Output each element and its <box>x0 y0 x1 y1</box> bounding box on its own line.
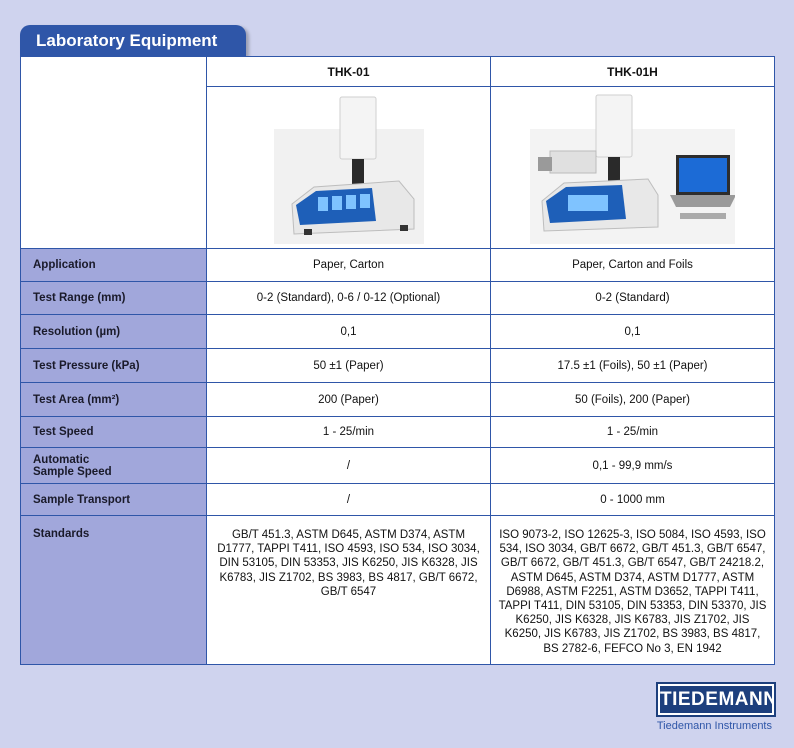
row-label-test-area: Test Area (mm²) <box>21 383 207 417</box>
cell-test-speed-thk01: 1 - 25/min <box>207 417 491 448</box>
cell-test-area-thk01h: 50 (Foils), 200 (Paper) <box>491 383 775 417</box>
label-line-1: Automatic <box>33 453 90 466</box>
row-label-standards: Standards <box>21 516 207 665</box>
cell-resolution-thk01h: 0,1 <box>491 315 775 349</box>
spec-table <box>20 56 775 665</box>
product-image-thk01h <box>491 87 775 249</box>
row-label-automatic-sample-speed <box>21 448 207 484</box>
cell-test-range-thk01h: 0-2 (Standard) <box>491 282 775 315</box>
corner-cell <box>21 57 207 249</box>
cell-test-pressure-thk01h: 17.5 ±1 (Foils), 50 ±1 (Paper) <box>491 349 775 383</box>
row-label-resolution: Resolution (µm) <box>21 315 207 349</box>
cell-resolution-thk01: 0,1 <box>207 315 491 349</box>
cell-sample-transport-thk01: / <box>207 484 491 516</box>
cell-test-range-thk01: 0-2 (Standard), 0-6 / 0-12 (Optional) <box>207 282 491 315</box>
row-label-application: Application <box>21 249 207 282</box>
cell-test-pressure-thk01: 50 ±1 (Paper) <box>207 349 491 383</box>
tiedemann-logo: TIEDEMANN <box>658 684 774 715</box>
brand-caption: Tiedemann Instruments <box>656 720 772 732</box>
product-header-thk01h: THK-01H <box>491 57 775 87</box>
label-line-2: Sample Speed <box>33 465 112 478</box>
thickness-tester-laptop-image <box>530 89 735 244</box>
cell-application-thk01h: Paper, Carton and Foils <box>491 249 775 282</box>
row-label-test-pressure: Test Pressure (kPa) <box>21 349 207 383</box>
row-label-sample-transport: Sample Transport <box>21 484 207 516</box>
cell-sample-speed-thk01: / <box>207 448 491 484</box>
cell-standards-thk01: GB/T 451.3, ASTM D645, ASTM D374, ASTM D1777, TAPPI T411, ISO 4593, ISO 534, ISO 3034, DIN 53105, DIN 53353, JIS K6250, JIS K6328, JIS K6783, JIS Z1702, BS 3983, BS 4817, GB/T 6672, GB/T 6547 <box>207 516 491 665</box>
thickness-tester-image <box>274 89 424 244</box>
cell-test-area-thk01: 200 (Paper) <box>207 383 491 417</box>
cell-application-thk01: Paper, Carton <box>207 249 491 282</box>
cell-test-speed-thk01h: 1 - 25/min <box>491 417 775 448</box>
cell-standards-thk01h: ISO 9073-2, ISO 12625-3, ISO 5084, ISO 4593, ISO 534, ISO 3034, GB/T 6672, GB/T 451.3, GB/T 6547, GB/T 6672, GB/T 451.3, GB/T 6547, GB/T 24218.2, ASTM D645, ASTM D374, ASTM D1777, ASTM D6988, ASTM F2251, ASTM D3652, TAPPI T411, TAPPI T411, DIN 53105, DIN 53353, DIN 53370, JIS K6250, JIS K6328, JIS K6783, JIS Z1702, JIS K6250, JIS K6783, JIS Z1702, BS 3983, BS 4817, BS 2782-6, FEFCO No 3, EN 1942 <box>491 516 775 665</box>
product-image-thk01 <box>207 87 491 249</box>
row-label-test-range: Test Range (mm) <box>21 282 207 315</box>
cell-sample-transport-thk01h: 0 - 1000 mm <box>491 484 775 516</box>
section-title: Laboratory Equipment <box>20 25 246 56</box>
product-header-thk01: THK-01 <box>207 57 491 87</box>
row-label-test-speed: Test Speed <box>21 417 207 448</box>
cell-sample-speed-thk01h: 0,1 - 99,9 mm/s <box>491 448 775 484</box>
